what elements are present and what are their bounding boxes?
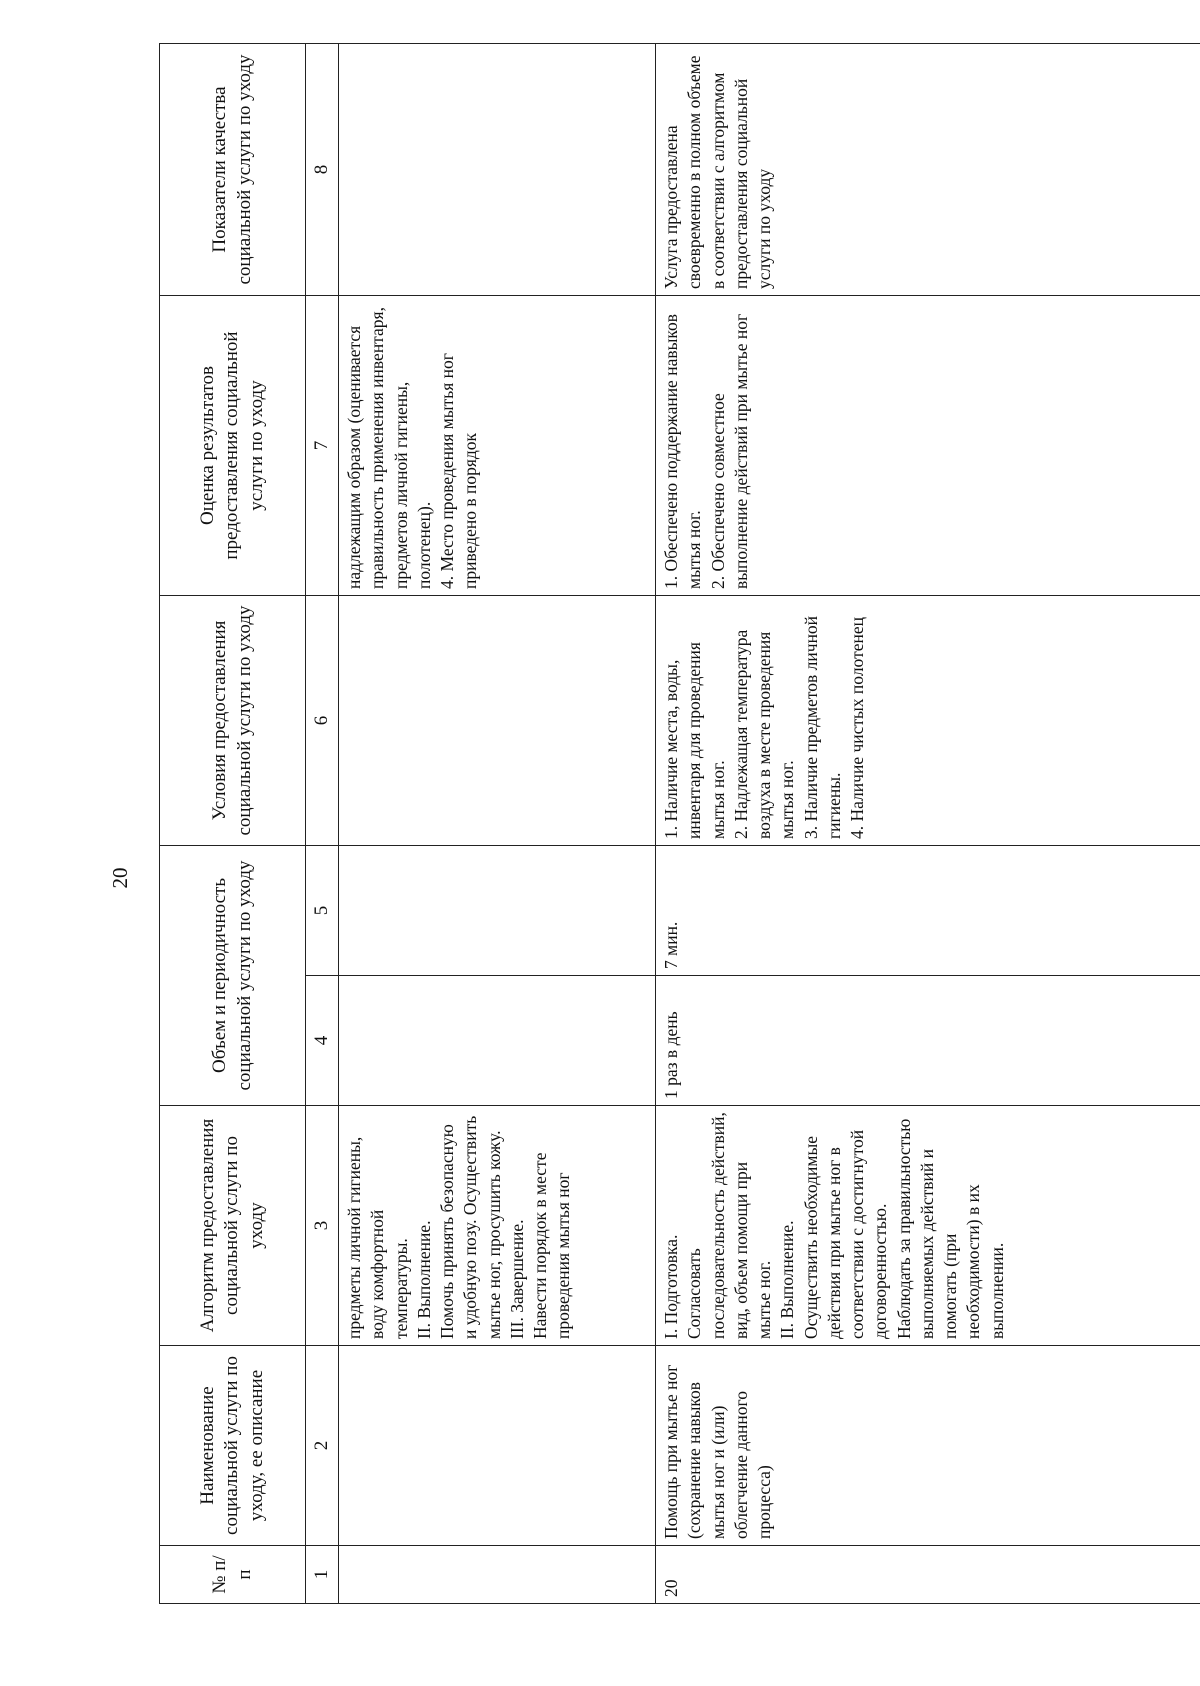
social-care-table xyxy=(159,43,1200,1604)
column-number-row xyxy=(306,44,339,1604)
header-algorithm: Алгоритм предоставления социальной услуги по уходу xyxy=(160,1106,306,1346)
cell-name xyxy=(339,1346,656,1546)
column-number: 7 xyxy=(306,296,339,596)
rotated-table-container xyxy=(159,44,1200,1604)
cell-evaluation: надлежащим образом (оценивается правильность применения инвентаря, предметов личной гигиены, полотенец). 4. Место проведения мытья ног приведено в порядок xyxy=(339,296,656,596)
cell-number xyxy=(339,1546,656,1604)
cell-periodicity xyxy=(339,976,656,1106)
cell-algorithm: предметы личной гигиены, воду комфортной температуры. II. Выполнение. Помочь принять безопасную и удобную позу. Осуществить мытье ног, просушить кожу. III. Завершение. Навести порядок в месте проведения мытья ног xyxy=(339,1106,656,1346)
header-name: Наименование социальной услуги по уходу, ее описание xyxy=(160,1346,306,1546)
header-quality: Показатели качества социальной услуги по уходу xyxy=(160,44,306,296)
cell-quality: Услуга предоставлена своевременно в полном объеме в соответствии с алгоритмом предоставления социальной услуги по уходу xyxy=(656,44,1200,296)
cell-volume: 7 мин. xyxy=(656,846,1200,976)
cell-periodicity: 1 раз в день xyxy=(656,976,1200,1106)
cell-name: Помощь при мытье ног (сохранение навыков мытья ног и (или) облегчение данного процесса) xyxy=(656,1346,1200,1546)
cell-algorithm: I. Подготовка. Согласовать последовательность действий, вид, объем помощи при мытье ног. II. Выполнение. Осуществить необходимые действия при мытье ног в соответствии с достигнутой договоренностью. Наблюдать за правильностью выполняемых действий и помогать (при необходимости) в их выполнении. xyxy=(656,1106,1200,1346)
column-number: 4 xyxy=(306,976,339,1106)
cell-conditions xyxy=(339,596,656,846)
column-number: 3 xyxy=(306,1106,339,1346)
column-number: 5 xyxy=(306,846,339,976)
cell-quality xyxy=(339,44,656,296)
cell-volume xyxy=(339,846,656,976)
column-number: 1 xyxy=(306,1546,339,1604)
header-volume-periodicity: Объем и периодичность социальной услуги по уходу xyxy=(160,846,306,1106)
continuation-row xyxy=(339,44,656,1604)
header-row xyxy=(160,44,306,1604)
cell-conditions: 1. Наличие места, воды, инвентаря для проведения мытья ног. 2. Надлежащая температура воздуха в месте проведения мытья ног. 3. Наличие предметов личной гигиены. 4. Наличие чистых полотенец xyxy=(656,596,1200,846)
header-conditions: Условия предоставления социальной услуги по уходу xyxy=(160,596,306,846)
table-row-20 xyxy=(656,44,1200,1604)
header-number: № п/п xyxy=(160,1546,306,1604)
column-number: 8 xyxy=(306,44,339,296)
column-number: 6 xyxy=(306,596,339,846)
cell-evaluation: 1. Обеспечено поддержание навыков мытья ног. 2. Обеспечено совместное выполнение действий при мытье ног xyxy=(656,296,1200,596)
page-number: 20 xyxy=(108,867,132,889)
cell-number: 20 xyxy=(656,1546,1200,1604)
column-number: 2 xyxy=(306,1346,339,1546)
header-evaluation: Оценка результатов предоставления социальной услуги по уходу xyxy=(160,296,306,596)
